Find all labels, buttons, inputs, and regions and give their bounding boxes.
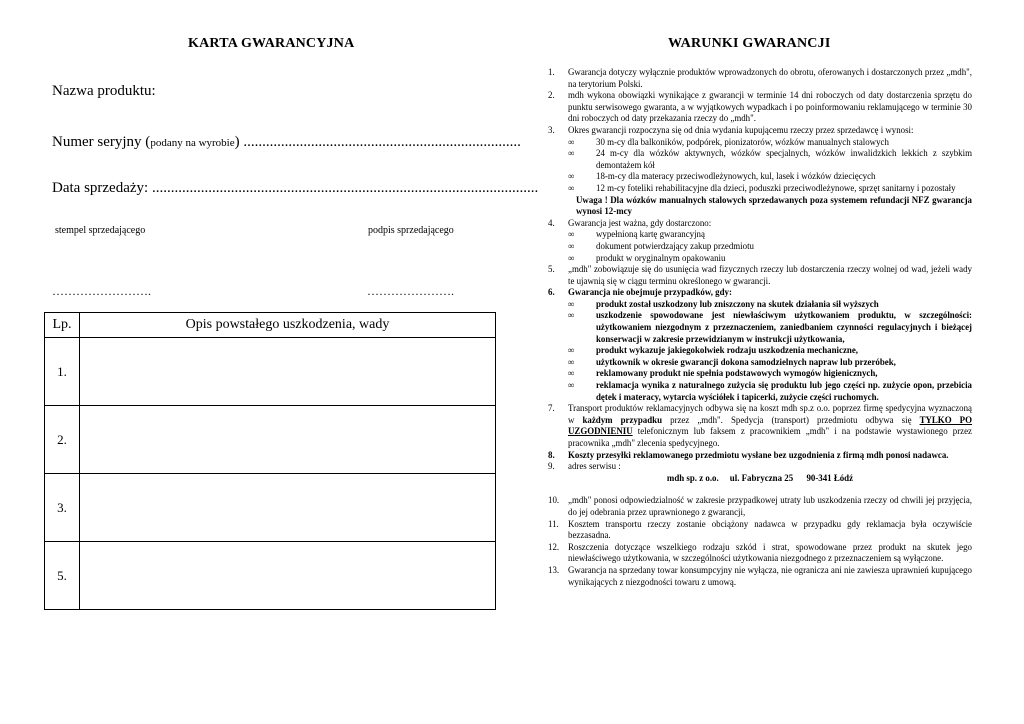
warranty-terms-title: WARUNKI GWARANCJI — [668, 36, 831, 51]
list-item: ∞ produkt wykazuje jakiegokolwiek rodzaju uszkodzenia mechaniczne, — [568, 345, 858, 356]
sale-date-label: Data sprzedaży: ....................................................................................................... — [52, 180, 539, 196]
bullet-icon: ∞ — [568, 252, 575, 263]
bullet-icon: ∞ — [568, 368, 575, 379]
bullet-icon: ∞ — [568, 310, 575, 321]
row-description-cell[interactable] — [80, 542, 496, 610]
table-row — [45, 542, 496, 610]
list-item: ∞ użytkownik w okresie gwarancji dokona samodzielnych napraw lub przeróbek, — [568, 356, 896, 367]
list-item: ∞ uszkodzenie spowodowane jest niewłaściwym użytkowaniem produktu, w szczególności: użytkowaniem niezgodnym z przeznaczeniem, zaniedbaniem czynności regulacyjnych i bieżącej konserwacji w zakresie przewidzianym w instrukcji użytkowania, — [568, 310, 972, 344]
condition-4: 4. Gwarancja jest ważna, gdy dostarczono: — [548, 217, 712, 228]
serial-label-dots: ) .......................................................................... — [234, 134, 521, 150]
warranty-conditions — [548, 67, 972, 588]
condition-3-warning: Uwaga ! Dla wózków manualnych stalowych sprzedawanych poza systemem refundacji NFZ gwarancja wynosi 12-mcy — [576, 194, 972, 217]
bullet-icon: ∞ — [568, 345, 575, 356]
col-desc-header: Opis powstałego uszkodzenia, wady — [80, 313, 496, 338]
condition-2: 2. mdh wykona obowiązki wynikające z gwarancji w terminie 14 dni roboczych od daty dostarczenia sprzętu do punktu serwisowego gwaranta, a w wyjątkowych wypadkach i po poinformowaniu reklamującego w terminie 30 dni roboczych od daty przekazania rzeczy do „mdh". — [548, 90, 972, 124]
bullet-icon: ∞ — [568, 240, 575, 251]
row-number: 5. — [45, 542, 80, 610]
col-lp-header: Lp. — [45, 313, 80, 338]
serial-label-note: podany na wyrobie — [150, 137, 235, 149]
condition-6: 6. Gwarancja nie obejmuje przypadków, gdy: — [548, 287, 732, 298]
product-name-label: Nazwa produktu: — [52, 83, 156, 99]
bullet-icon: ∞ — [568, 171, 575, 182]
warranty-card-title: KARTA GWARANCYJNA — [188, 36, 355, 51]
condition-11: 11. Kosztem transportu rzeczy zostanie obciążony nadawca w przypadku gdy reklamacja była oczywiście bezzasadna. — [548, 518, 972, 541]
table-row — [45, 338, 496, 406]
seller-signature-line: …………………. — [367, 284, 454, 298]
list-item: ∞ reklamowany produkt nie spełnia podstawowych wymogów higienicznych, — [568, 368, 878, 379]
condition-9: 9. adres serwisu : — [548, 461, 621, 472]
list-item: ∞ 12 m-cy foteliki rehabilitacyjne dla dzieci, poduszki przeciwodleżynowe, sprzęt sanitarny i pozostały — [568, 182, 956, 193]
row-number: 1. — [45, 338, 80, 406]
list-item: ∞ produkt w oryginalnym opakowaniu — [568, 252, 726, 263]
condition-1: 1. Gwarancja dotyczy wyłącznie produktów wprowadzonych do obrotu, oferowanych i dostarczonych przez „mdh", na terytorium Polski. — [548, 67, 972, 89]
condition-5: 5. „mdh" zobowiązuje się do usunięcia wad fizycznych rzeczy lub dostarczenia rzeczy wolnej od wad, jeżeli wady te ujawnią się w ciągu terminu określonego w gwarancji. — [548, 264, 972, 286]
row-number: 3. — [45, 474, 80, 542]
seller-stamp-line: ……………………. — [52, 284, 151, 298]
list-item: ∞ dokument potwierdzający zakup przedmiotu — [568, 240, 754, 251]
table-row — [45, 474, 496, 542]
condition-10: 10. „mdh" ponosi odpowiedzialność w zakresie przypadkowej utraty lub uszkodzenia rzeczy od chwili jej przyjęcia, do jej odebrania przez uprawnionego z gwarancji, — [548, 495, 972, 517]
list-item: ∞ produkt został uszkodzony lub zniszczony na skutek działania sił wyższych — [568, 298, 879, 309]
row-description-cell[interactable] — [80, 338, 496, 406]
list-item: ∞ reklamacja wynika z naturalnego zużycia się produktu lub jego części np. zużycie opon, przebicia dętek i materacy, wytarcia wyściółek i tapicerki, zużycie części ruchomych. — [568, 380, 972, 402]
serial-label-start: Numer seryjny ( — [52, 134, 151, 150]
list-item: ∞ 30 m-cy dla balkoników, podpórek, pionizatorów, wózków manualnych stalowych — [568, 136, 889, 147]
condition-7: 7. Transport produktów reklamacyjnych odbywa się na koszt mdh sp.z o.o. poprzez firmę spedycyjna wyznaczoną w każdym przypadku przez „mdh". Spedycja (transport) przedmiotu odbywa się TYLKO PO UZGODNIENIU telefonicznym lub faksem z pracownikiem „mdh" i na podstawie wystawionego przez pracownika „mdh" zlecenia spedycyjnego. — [548, 403, 972, 448]
bullet-icon: ∞ — [568, 136, 575, 147]
table-row — [45, 406, 496, 474]
bullet-icon: ∞ — [568, 298, 575, 309]
bullet-icon: ∞ — [568, 356, 575, 367]
bullet-icon: ∞ — [568, 148, 575, 159]
condition-8: 8. Koszty przesyłki reklamowanego przedmiotu wysłane bez uzgodnienia z firmą mdh ponosi nadawca. — [548, 449, 949, 460]
bullet-icon: ∞ — [568, 380, 575, 391]
list-item: ∞ wypełnioną kartę gwarancyjną — [568, 229, 705, 240]
row-number: 2. — [45, 406, 80, 474]
bullet-icon: ∞ — [568, 182, 575, 193]
bullet-icon: ∞ — [568, 229, 575, 240]
serial-number-label — [52, 134, 521, 151]
row-description-cell[interactable] — [80, 474, 496, 542]
list-item: ∞ 18-m-cy dla materacy przeciwodleżynowych, kul, lasek i wózków dziecięcych — [568, 171, 876, 182]
service-address: mdh sp. z o.o. ul. Fabryczna 25 90-341 Łódź — [666, 472, 854, 483]
seller-stamp-label: stempel sprzedającego — [55, 225, 146, 236]
condition-12: 12. Roszczenia dotyczące wszelkiego rodzaju szkód i strat, spowodowane przez produkt na skutek jego niewłaściwego użytkowania, w szczególności użytkowania niezgodnego z przeznaczeniem są wyłączone. — [548, 541, 972, 564]
row-description-cell[interactable] — [80, 406, 496, 474]
condition-3: 3. Okres gwarancji rozpoczyna się od dnia wydania kupującemu rzeczy przez sprzedawcę i wynosi: — [548, 124, 914, 135]
damage-table — [44, 312, 496, 610]
seller-signature-label: podpis sprzedającego — [368, 225, 454, 236]
condition-13: 13. Gwarancja na sprzedany towar konsumpcyjny nie wyłącza, nie ogranicza ani nie zawiesza uprawnień kupującego wynikających z niezgodności towaru z umową. — [548, 564, 972, 587]
list-item: ∞ 24 m-cy dla wózków aktywnych, wózków specjalnych, wózków inwalidzkich lekkich z szybkim demontażem kół — [568, 148, 972, 170]
damage-table-header — [45, 313, 496, 338]
